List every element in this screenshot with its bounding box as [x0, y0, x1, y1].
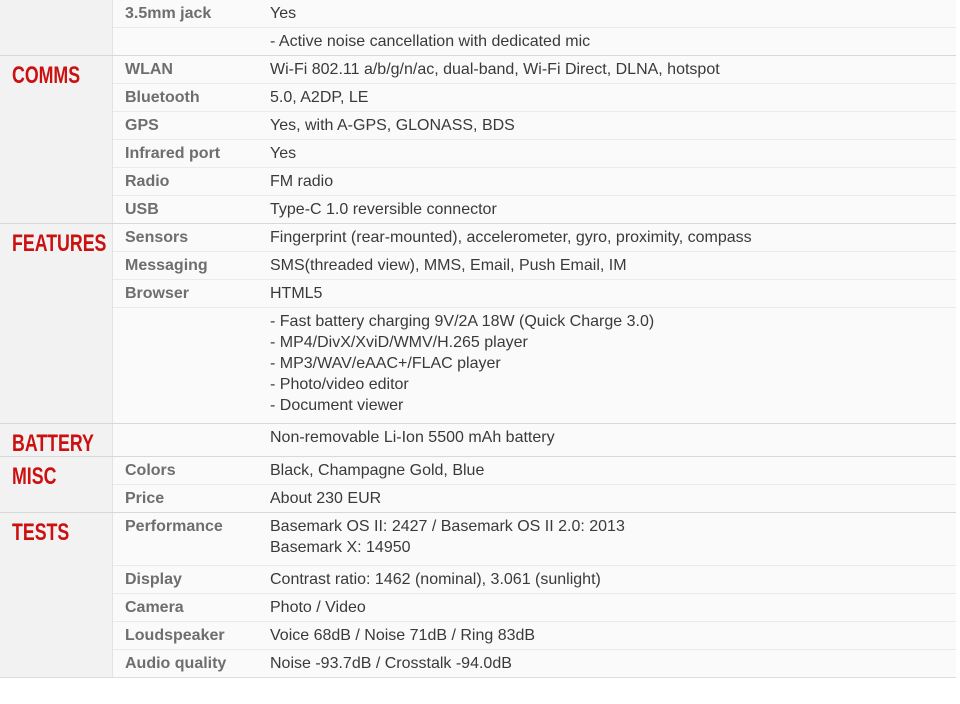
spec-name-cell	[113, 31, 270, 52]
spec-value-cell	[270, 460, 956, 481]
spec-name-link[interactable]: Browser	[125, 285, 190, 302]
spec-name-link[interactable]: Infrared port	[125, 145, 221, 162]
spec-value-line: Photo / Video	[270, 599, 366, 616]
spec-value-line: Black, Champagne Gold, Blue	[270, 462, 485, 479]
spec-value-line: Basemark X: 14950	[270, 539, 411, 556]
table-row	[113, 224, 956, 251]
spec-name-link[interactable]: Display	[125, 571, 182, 588]
section-rows	[113, 424, 956, 456]
spec-name-link[interactable]: Performance	[125, 518, 223, 535]
spec-name-link[interactable]: USB	[125, 201, 159, 218]
spec-value-line: - Photo/video editor	[270, 376, 409, 393]
spec-name-cell	[113, 227, 270, 248]
spec-value-cell	[270, 653, 956, 674]
table-row	[113, 593, 956, 621]
spec-name-link[interactable]: Bluetooth	[125, 89, 200, 106]
spec-name-cell	[113, 488, 270, 509]
spec-value-cell	[270, 171, 956, 192]
spec-name-cell	[113, 115, 270, 136]
spec-name-link[interactable]: Messaging	[125, 257, 208, 274]
spec-name-link[interactable]: Camera	[125, 599, 184, 616]
table-row	[113, 167, 956, 195]
section-title: COMMS	[12, 62, 81, 89]
section-title: MISC	[12, 463, 57, 490]
section-rows	[113, 224, 956, 423]
section-title: FEATURES	[12, 230, 107, 257]
spec-value-line: - Fast battery charging 9V/2A 18W (Quick Charge 3.0)	[270, 313, 655, 330]
section-title: BATTERY	[12, 430, 94, 457]
spec-name-cell	[113, 427, 270, 448]
spec-name-cell	[113, 625, 270, 646]
table-row	[113, 484, 956, 512]
spec-name-link[interactable]: 3.5mm jack	[125, 5, 212, 22]
spec-name-link[interactable]: Radio	[125, 173, 170, 190]
table-row	[113, 27, 956, 55]
section-rows	[113, 0, 956, 55]
spec-name-link[interactable]: Audio quality	[125, 655, 227, 672]
section-label-cell	[0, 424, 113, 456]
spec-value-cell	[270, 516, 956, 558]
spec-name-cell	[113, 143, 270, 164]
spec-value-line: Yes	[270, 145, 297, 162]
spec-name-cell	[113, 653, 270, 674]
spec-value-cell	[270, 283, 956, 304]
spec-value-cell	[270, 143, 956, 164]
table-row	[113, 279, 956, 307]
spec-name-link[interactable]: GPS	[125, 117, 159, 134]
spec-value-line: Noise -93.7dB / Crosstalk -94.0dB	[270, 655, 512, 672]
spec-value-line: 5.0, A2DP, LE	[270, 89, 369, 106]
spec-name-cell	[113, 460, 270, 481]
spec-name-cell	[113, 569, 270, 590]
spec-value-line: Wi-Fi 802.11 a/b/g/n/ac, dual-band, Wi-Fi Direct, DLNA, hotspot	[270, 61, 720, 78]
section-label-cell	[0, 513, 113, 677]
spec-name-link[interactable]: Price	[125, 490, 165, 507]
spec-name-cell	[113, 283, 270, 304]
spec-value-line: Basemark OS II: 2427 / Basemark OS II 2.0: 2013	[270, 518, 625, 535]
spec-value-line: SMS(threaded view), MMS, Email, Push Email, IM	[270, 257, 627, 274]
spec-value-cell	[270, 87, 956, 108]
section-rows	[113, 56, 956, 223]
spec-name-link[interactable]: Colors	[125, 462, 176, 479]
spec-name-cell	[113, 171, 270, 192]
table-row	[113, 0, 956, 27]
spec-value-cell	[270, 59, 956, 80]
spec-section-battery	[0, 423, 956, 456]
spec-value-cell	[270, 255, 956, 276]
spec-name-cell	[113, 516, 270, 558]
spec-value-line: Type-C 1.0 reversible connector	[270, 201, 497, 218]
table-row	[113, 565, 956, 593]
spec-name-cell	[113, 311, 270, 416]
section-rows	[113, 513, 956, 677]
section-title: TESTS	[12, 519, 70, 546]
spec-value-cell	[270, 427, 956, 448]
spec-value-line: - Active noise cancellation with dedicated mic	[270, 33, 591, 50]
spec-value-line: FM radio	[270, 173, 334, 190]
spec-section-features	[0, 223, 956, 423]
spec-value-cell	[270, 488, 956, 509]
table-row	[113, 307, 956, 423]
spec-name-link[interactable]: WLAN	[125, 61, 173, 78]
table-row	[113, 195, 956, 223]
spec-name-cell	[113, 255, 270, 276]
spec-value-line: About 230 EUR	[270, 490, 382, 507]
section-label-cell	[0, 56, 113, 223]
section-label-cell	[0, 224, 113, 423]
spec-section-comms	[0, 55, 956, 223]
spec-value-cell	[270, 311, 956, 416]
spec-name-cell	[113, 597, 270, 618]
section-label-cell	[0, 0, 113, 55]
spec-value-line: - MP3/WAV/eAAC+/FLAC player	[270, 355, 501, 372]
spec-value-line: Fingerprint (rear-mounted), accelerometer, gyro, proximity, compass	[270, 229, 752, 246]
spec-name-link[interactable]: Sensors	[125, 229, 189, 246]
spec-value-line: - MP4/DivX/XviD/WMV/H.265 player	[270, 334, 528, 351]
spec-value-line: Yes	[270, 5, 297, 22]
table-row	[113, 457, 956, 484]
spec-name-cell	[113, 59, 270, 80]
spec-name-cell	[113, 87, 270, 108]
spec-value-cell	[270, 199, 956, 220]
section-rows	[113, 457, 956, 512]
spec-name-link[interactable]: Loudspeaker	[125, 627, 225, 644]
spec-value-cell	[270, 625, 956, 646]
spec-section-tests	[0, 512, 956, 677]
spec-value-line: Contrast ratio: 1462 (nominal), 3.061 (sunlight)	[270, 571, 601, 588]
spec-value-line: Non-removable Li-Ion 5500 mAh battery	[270, 429, 555, 446]
section-label-cell	[0, 457, 113, 512]
spec-value-cell	[270, 115, 956, 136]
spec-value-line: - Document viewer	[270, 397, 404, 414]
table-row	[113, 251, 956, 279]
spec-value-line: HTML5	[270, 285, 323, 302]
table-row	[113, 649, 956, 677]
table-row	[113, 139, 956, 167]
spec-section-misc	[0, 456, 956, 512]
table-row	[113, 424, 956, 451]
table-row	[113, 621, 956, 649]
spec-name-cell	[113, 199, 270, 220]
spec-value-cell	[270, 3, 956, 24]
spec-value-line: Voice 68dB / Noise 71dB / Ring 83dB	[270, 627, 536, 644]
table-row	[113, 83, 956, 111]
spec-value-cell	[270, 569, 956, 590]
spec-value-cell	[270, 31, 956, 52]
spec-section-partial	[0, 0, 956, 55]
spec-value-line: Yes, with A-GPS, GLONASS, BDS	[270, 117, 515, 134]
spec-value-cell	[270, 597, 956, 618]
table-row	[113, 111, 956, 139]
table-row	[113, 56, 956, 83]
spec-name-cell	[113, 3, 270, 24]
table-row	[113, 513, 956, 565]
spec-value-cell	[270, 227, 956, 248]
